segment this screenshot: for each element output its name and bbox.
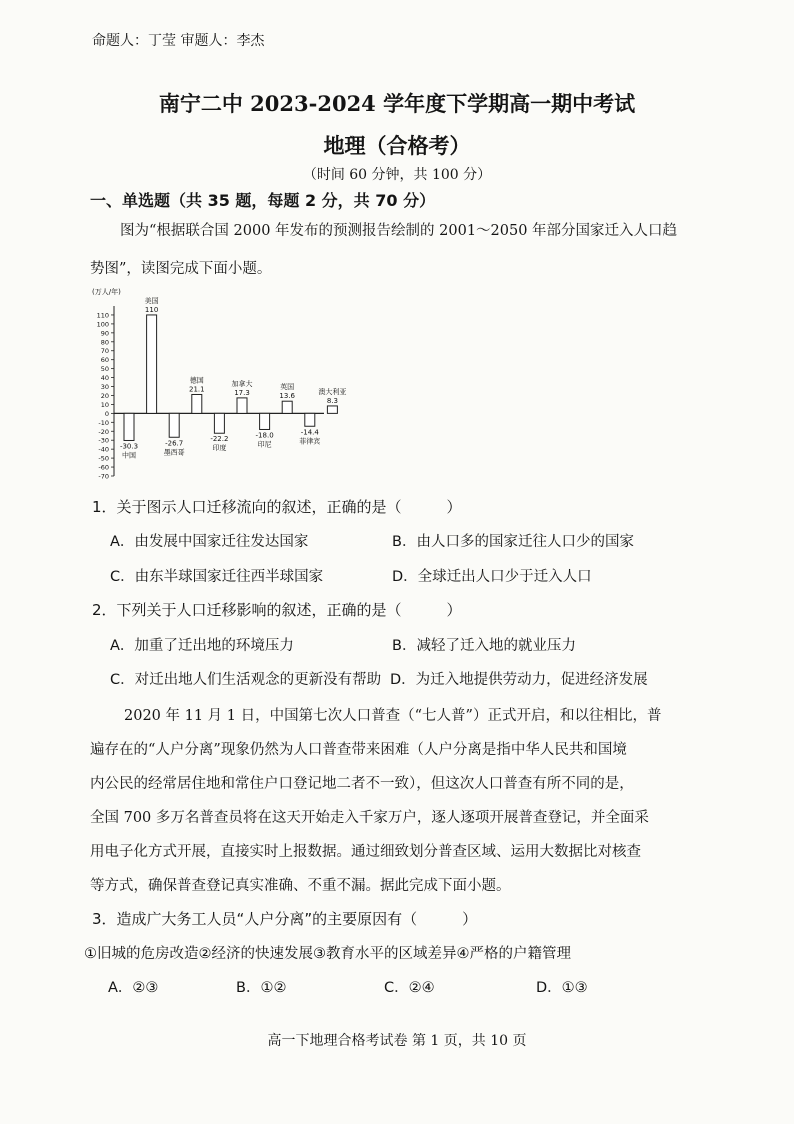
y-tick-label: 20 <box>100 391 109 400</box>
passage-line-4: 全国 700 多万名普查员将在这天开始走入千家万户，逐人逐项开展普查登记，并全面采 <box>90 810 649 826</box>
y-tick-label: 30 <box>100 383 109 392</box>
bar <box>147 315 157 413</box>
exam-title: 南宁二中 2023-2024 学年度下学期高一期中考试 <box>158 91 636 116</box>
intro-line-2: 势图”，读图完成下面小题。 <box>90 261 272 277</box>
bar-category-label: 英国 <box>280 383 295 392</box>
bar <box>237 398 247 413</box>
bar <box>282 401 292 413</box>
exam-subtitle: 地理（合格考） <box>323 133 471 158</box>
question-1-option-d[interactable]: D．全球迁出人口少于迁入人口 <box>392 569 592 585</box>
bar-category-label: 德国 <box>189 376 204 385</box>
bar-category-label: 印度 <box>212 444 227 453</box>
y-tick-label: -60 <box>98 463 109 472</box>
bar-value-label: -30.3 <box>119 442 139 451</box>
question-3-items: ①旧城的危房改造②经济的快速发展③教育水平的区域差异④严格的户籍管理 <box>84 946 571 962</box>
y-tick-label: 0 <box>104 409 109 418</box>
question-1-option-b[interactable]: B．由人口多的国家迁往人口少的国家 <box>392 534 634 550</box>
bar <box>169 413 179 437</box>
bar-value-label: 8.3 <box>326 396 338 405</box>
question-2-stem: 2．下列关于人口迁移影响的叙述，正确的是（ ） <box>92 601 462 619</box>
authors-line: 命题人：丁莹 审题人：李杰 <box>92 33 265 49</box>
passage-line-3: 内公民的经常居住地和常住户口登记地二者不一致），但这次人口普查有所不同的是， <box>90 776 634 792</box>
bar-value-label: -18.0 <box>255 431 274 440</box>
y-tick-label: 60 <box>100 356 109 365</box>
question-2-option-a[interactable]: A．加重了迁出地的环境压力 <box>110 638 294 654</box>
section-heading: 一、单选题（共 35 题，每题 2 分，共 70 分） <box>90 191 436 210</box>
passage-line-1: 2020 年 11 月 1 日，中国第七次人口普查（“七人普”）正式开启，和以往相比，普 <box>124 708 662 724</box>
question-2-option-d[interactable]: D．为迁入地提供劳动力，促进经济发展 <box>390 672 648 688</box>
bar <box>192 394 202 413</box>
bar-value-label: -14.4 <box>300 428 319 437</box>
bar-category-label: 美国 <box>144 296 159 305</box>
bar-category-label: 墨西哥 <box>163 448 185 457</box>
passage-line-6: 等方式，确保普查登记真实准确、不重不漏。据此完成下面小题。 <box>90 878 511 894</box>
bar-category-label: 加拿大 <box>231 379 253 388</box>
bar <box>124 413 134 440</box>
y-tick-label: -20 <box>98 427 109 436</box>
question-2-option-b[interactable]: B．减轻了迁入地的就业压力 <box>392 638 576 654</box>
question-3-option-b[interactable]: B．①② <box>236 980 287 996</box>
question-1-option-a[interactable]: A．由发展中国家迁往发达国家 <box>110 534 309 550</box>
y-tick-label: 90 <box>100 329 109 338</box>
bar <box>214 413 224 433</box>
y-tick-label: -50 <box>98 454 109 463</box>
y-axis-unit-label: (万人/年) <box>92 288 121 296</box>
y-tick-label: -30 <box>98 436 109 445</box>
migration-bar-chart <box>88 282 348 482</box>
question-2-option-c[interactable]: C．对迁出地人们生活观念的更新没有帮助 <box>110 672 382 688</box>
y-tick-label: 70 <box>100 347 109 356</box>
bar-category-label: 澳大利亚 <box>318 387 347 396</box>
y-tick-label: 80 <box>100 338 109 347</box>
y-tick-label: 110 <box>96 311 109 320</box>
question-3-stem: 3．造成广大务工人员“人户分离”的主要原因有（ ） <box>92 910 478 928</box>
intro-line-1: 图为“根据联合国 2000 年发布的预测报告绘制的 2001～2050 年部分国家迁入人口趋 <box>120 223 678 239</box>
question-1-option-c[interactable]: C．由东半球国家迁往西半球国家 <box>110 569 324 585</box>
bar-value-label: 21.1 <box>189 385 205 394</box>
y-tick-label: -70 <box>98 472 109 481</box>
question-3-option-c[interactable]: C．②④ <box>384 980 435 996</box>
y-tick-label: 100 <box>96 320 109 329</box>
y-tick-label: 10 <box>100 400 109 409</box>
bar <box>327 406 337 413</box>
question-3-option-a[interactable]: A．②③ <box>108 980 159 996</box>
question-3-option-d[interactable]: D．①③ <box>536 980 588 996</box>
bar <box>260 413 270 429</box>
bar-category-label: 印尼 <box>257 440 272 449</box>
passage-line-2: 遍存在的“人户分离”现象仍然为人口普查带来困难（人户分离是指中华人民共和国境 <box>90 742 627 758</box>
bar-value-label: 17.3 <box>234 388 250 397</box>
page-footer: 高一下地理合格考试卷 第 1 页，共 10 页 <box>267 1033 527 1049</box>
y-tick-label: -10 <box>98 418 109 427</box>
bar-value-label: -22.2 <box>210 435 229 444</box>
bar <box>305 413 315 426</box>
bar-category-label: 菲律宾 <box>299 437 321 446</box>
bar-value-label: -26.7 <box>165 439 184 448</box>
bar-category-label: 中国 <box>122 451 136 460</box>
bar-value-label: 13.6 <box>279 392 295 401</box>
y-tick-label: 40 <box>100 374 109 383</box>
bar-value-label: 110 <box>144 305 159 314</box>
time-info: （时间 60 分钟，共 100 分） <box>302 167 492 183</box>
question-1-stem: 1．关于图示人口迁移流向的叙述，正确的是（ ） <box>92 498 462 516</box>
y-tick-label: -40 <box>98 445 109 454</box>
y-tick-label: 50 <box>100 365 109 374</box>
passage-line-5: 用电子化方式开展，直接实时上报数据。通过细致划分普查区域、运用大数据比对核查 <box>90 844 641 860</box>
